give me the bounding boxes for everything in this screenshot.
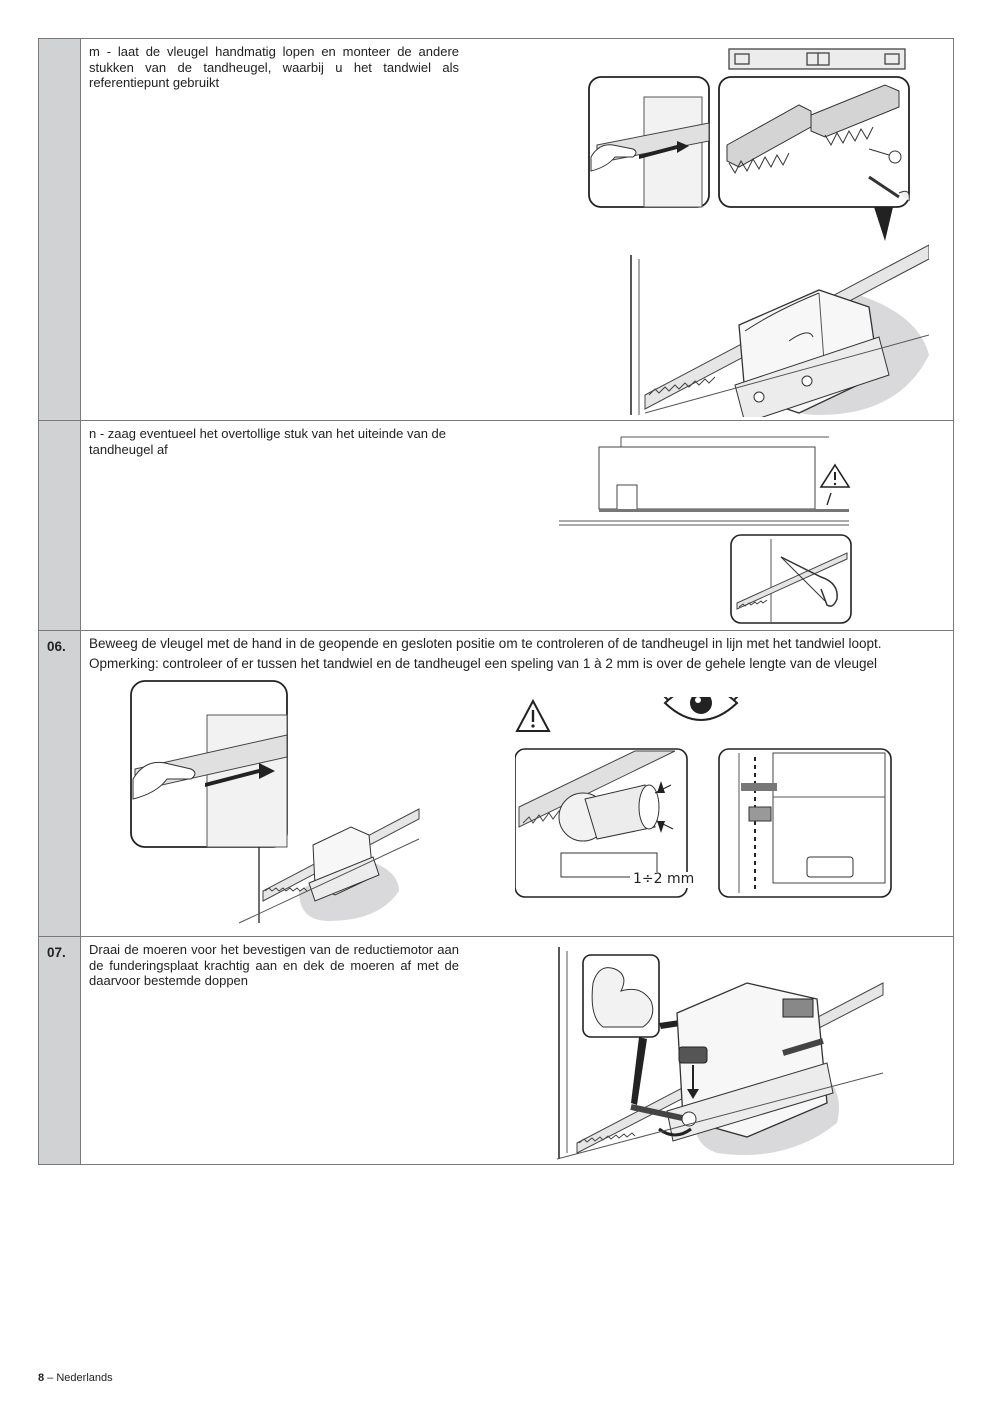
gearmotor-icon — [631, 245, 929, 417]
warning-icon — [821, 465, 849, 505]
strong-arm-icon — [583, 955, 659, 1037]
step-m-text: m - laat de vleugel handmatig lopen en monteer de andere stukken van de tandheugel, waarbij u het tandwiel als referentiepunt gebruikt — [89, 44, 459, 90]
page-footer — [38, 1372, 113, 1384]
hand-slide-icon — [131, 681, 287, 847]
warning-icon — [517, 701, 549, 731]
step-body-cell — [81, 421, 954, 631]
spirit-level-icon — [729, 49, 905, 69]
step-body-cell — [81, 39, 954, 421]
step-07-illustration — [547, 943, 887, 1161]
step-row-07 — [39, 937, 954, 1165]
step-07-text: Draai de moeren voor het bevestigen van de reductiemotor aan de funderingsplaat krachtig aan en dek de moeren af met de daarvoor bestemde doppen — [89, 942, 459, 988]
step-n-illustration — [559, 429, 859, 625]
step-m-illustration — [549, 45, 929, 417]
step-number-cell — [39, 421, 81, 631]
step-number-cell: 06. — [39, 631, 81, 937]
step-number-cell — [39, 39, 81, 421]
gap-check-icon — [719, 749, 891, 897]
steps-table — [38, 38, 954, 1165]
step-n-text: n - zaag eventueel het overtollige stuk van het uiteinde van de tandheugel af — [89, 426, 447, 457]
rack-mounting-icon — [719, 77, 909, 207]
step-06-line1: Beweeg de vleugel met de hand in de geopende en gesloten positie om te controleren of de tandheugel in lijn met het tandwiel loopt. — [89, 636, 882, 651]
step-06-detail-illustration — [515, 697, 935, 915]
step-body-cell — [81, 631, 954, 937]
step-row-m — [39, 39, 954, 421]
step-row-06 — [39, 631, 954, 937]
step-body-cell — [81, 937, 954, 1165]
step-number-cell: 07. — [39, 937, 81, 1165]
step-row-n — [39, 421, 954, 631]
eye-icon — [665, 697, 737, 720]
page-number: 8 — [38, 1372, 45, 1384]
step-06-line2: Opmerking: controleer of er tussen het tandwiel en de tandheugel een speling van 1 à 2 mm is over de gehele lengte van de vleugel — [89, 656, 878, 671]
step-06-hand-illustration — [129, 679, 429, 925]
hand-slide-icon — [589, 77, 709, 207]
footer-separator: – — [44, 1372, 57, 1384]
footer-language: Nederlands — [56, 1372, 113, 1384]
gap-label: 1÷2 mm — [630, 872, 697, 888]
hacksaw-icon — [731, 535, 851, 623]
